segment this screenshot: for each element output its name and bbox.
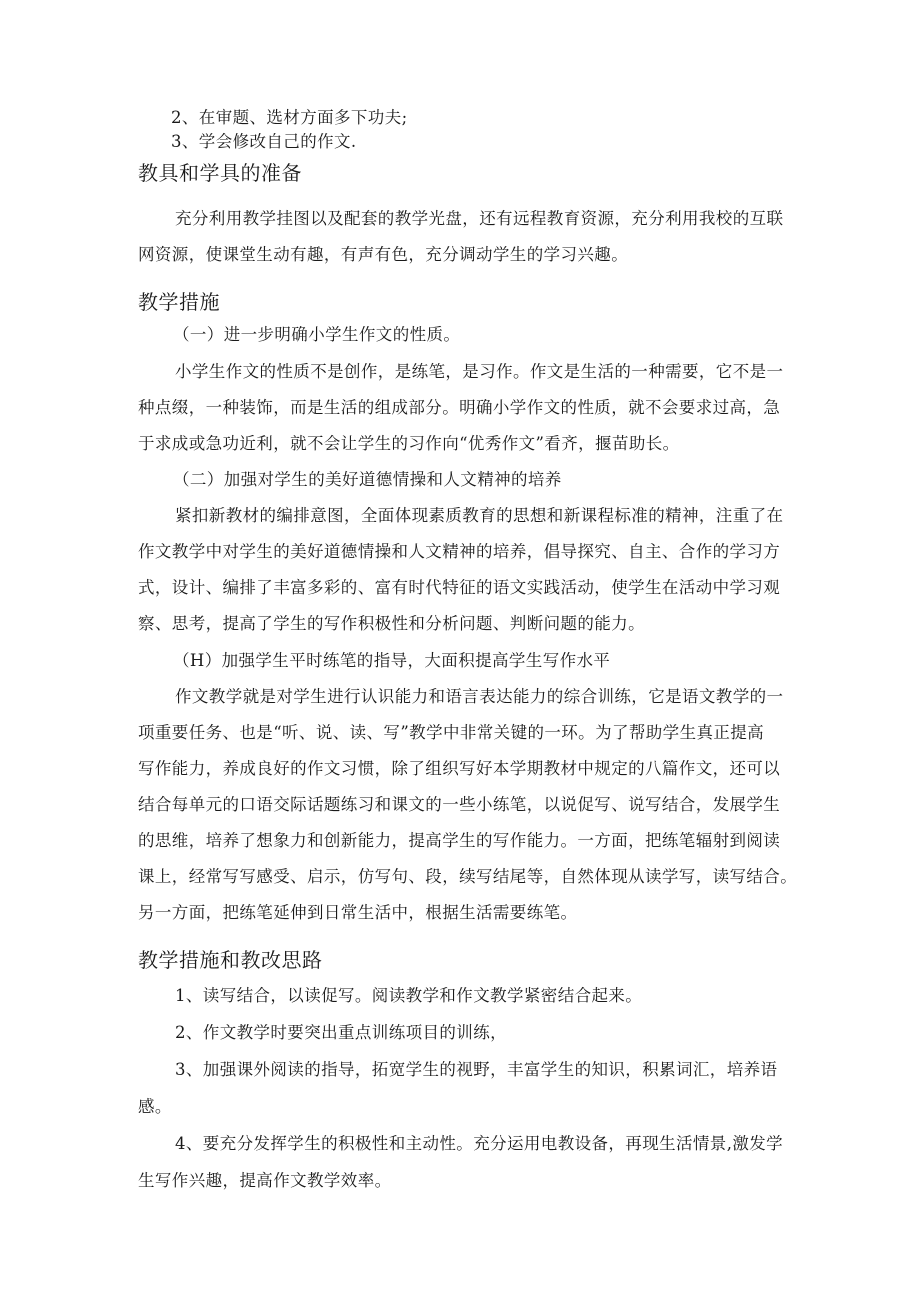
measures-sub3-line-3: 写作能力，养成良好的作文习惯，除了组织写好本学期教材中规定的八篇作文，还可以 bbox=[138, 759, 781, 778]
measures-sub3-line-7: 另一方面，把练笔延伸到日常生活中，根据生活需要练笔。 bbox=[138, 903, 578, 922]
ideas-item-1: 1、读写结合，以读促写。阅读教学和作文教学紧密结合起来。 bbox=[175, 986, 643, 1005]
measures-sub3-line-4: 结合每单元的口语交际话题练习和课文的一些小练笔，以说促写、说写结合，发展学生 bbox=[138, 795, 781, 814]
tools-para-line-1: 充分利用教学挂图以及配套的教学光盘，还有远程教育资源，充分利用我校的互联 bbox=[175, 209, 784, 228]
measures-subheading-1: （一）进一步明确小学生作文的性质。 bbox=[173, 325, 461, 344]
measures-sub3-line-5: 的思维，培养了想象力和创新能力，提高学生的写作能力。一方面，把练笔辐射到阅读 bbox=[138, 831, 781, 850]
section-heading-measures: 教学措施 bbox=[138, 290, 220, 314]
measures-sub2-line-3: 式，设计、编排了丰富多彩的、富有时代特征的语文实践活动，使学生在活动中学习观 bbox=[138, 578, 781, 597]
intro-list-item-2: 2、在审题、选材方面多下功夫; bbox=[171, 108, 408, 127]
ideas-item-3-line-1: 3、加强课外阅读的指导，拓宽学生的视野，丰富学生的知识，积累词汇，培养语 bbox=[175, 1060, 778, 1079]
intro-list-item-3: 3、学会修改自己的作文. bbox=[171, 132, 357, 151]
measures-sub1-line-3: 于求成或急功近利，就不会让学生的习作向“优秀作文”看齐，揠苗助长。 bbox=[138, 434, 680, 453]
measures-sub2-line-2: 作文教学中对学生的美好道德情操和人文精神的培养，倡导探究、自主、合作的学习方 bbox=[138, 542, 781, 561]
measures-sub2-line-4: 察、思考，提高了学生的写作积极性和分析问题、判断问题的能力。 bbox=[138, 614, 645, 633]
tools-para-line-2: 网资源，使课堂生动有趣，有声有色，充分调动学生的学习兴趣。 bbox=[138, 245, 629, 264]
ideas-item-2: 2、作文教学时要突出重点训练项目的训练， bbox=[175, 1023, 507, 1042]
section-heading-tools: 教具和学具的准备 bbox=[138, 161, 302, 185]
ideas-item-3-line-2: 感。 bbox=[138, 1097, 172, 1116]
section-heading-ideas: 教学措施和教改思路 bbox=[138, 948, 323, 972]
measures-sub3-line-2: 项重要任务、也是“听、说、读、写”教学中非常关键的一环。为了帮助学生真正提高 bbox=[138, 723, 765, 742]
measures-sub1-line-1: 小学生作文的性质不是创作，是练笔，是习作。作文是生活的一种需要，它不是一 bbox=[175, 362, 784, 381]
ideas-item-4-line-1: 4、要充分发挥学生的积极性和主动性。充分运用电教设备，再现生活情景,激发学 bbox=[175, 1134, 784, 1153]
measures-sub1-line-2: 种点缀，一种装饰，而是生活的组成部分。明确小学作文的性质，就不会要求过高，急 bbox=[138, 398, 781, 417]
measures-sub3-line-6: 课上，经常写写感受、启示，仿写句、段，续写结尾等，自然体现从读学写，读写结合。 bbox=[138, 867, 798, 886]
measures-sub2-line-1: 紧扣新教材的编排意图，全面体现素质教育的思想和新课程标准的精神，注重了在 bbox=[175, 506, 784, 525]
measures-sub3-line-1: 作文教学就是对学生进行认识能力和语言表达能力的综合训练，它是语文教学的一 bbox=[175, 687, 784, 706]
ideas-item-4-line-2: 生写作兴趣，提高作文教学效率。 bbox=[138, 1171, 392, 1190]
measures-subheading-2: （二）加强对学生的美好道德情操和人文精神的培养 bbox=[173, 470, 562, 489]
measures-subheading-3: （H）加强学生平时练笔的指导，大面积提高学生写作水平 bbox=[173, 651, 611, 670]
